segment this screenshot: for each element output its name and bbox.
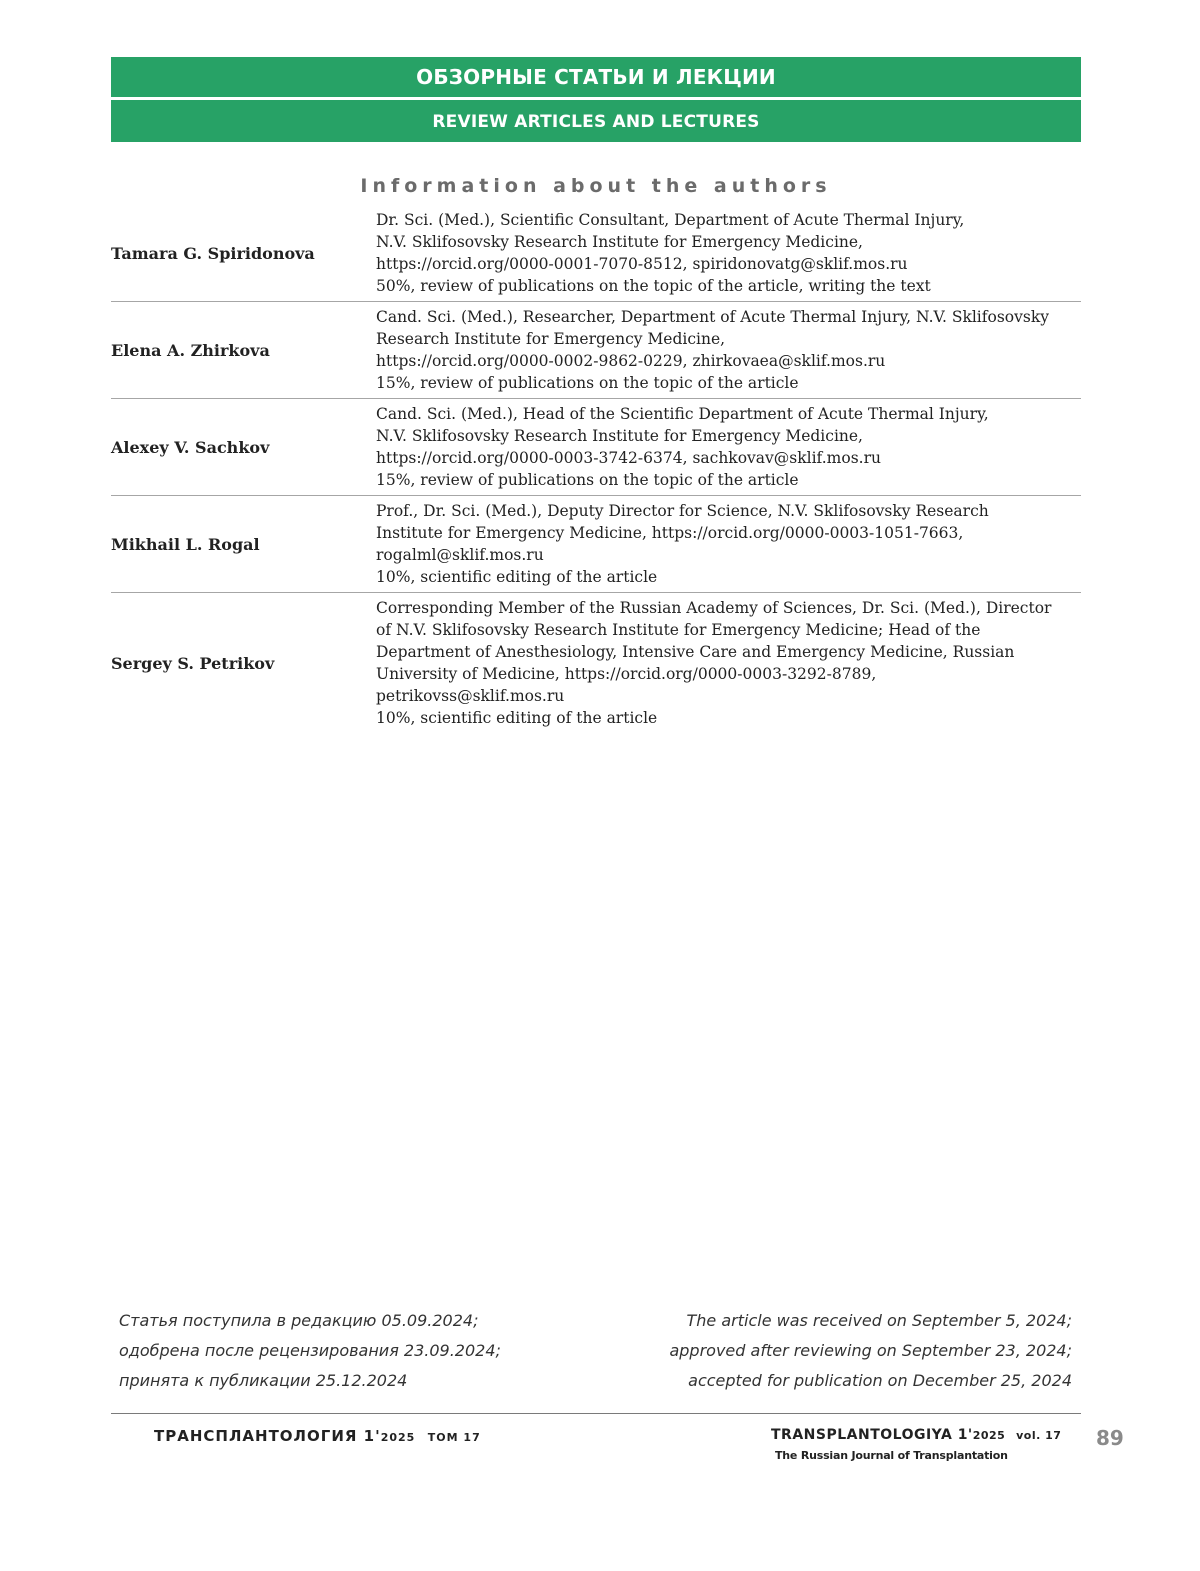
author-info-line: University of Medicine, https://orcid.org/0000-0003-3292-8789, xyxy=(376,665,877,683)
author-row xyxy=(111,592,1081,733)
author-info-line: https://orcid.org/0000-0003-3742-6374, sachkovav@sklif.mos.ru xyxy=(376,449,881,467)
journal-title-en: TRANSPLANTOLOGIYA xyxy=(771,1427,953,1443)
date-line: принята к публикации 25.12.2024 xyxy=(119,1371,408,1390)
journal-volume-ru: ТОМ 17 xyxy=(427,1431,481,1444)
author-info-line: https://orcid.org/0000-0002-9862-0229, zhirkovaea@sklif.mos.ru xyxy=(376,352,886,370)
author-info xyxy=(376,306,1072,394)
author-row xyxy=(111,495,1081,592)
author-info-line: of N.V. Sklifosovsky Research Institute for Emergency Medicine; Head of the xyxy=(376,621,981,639)
article-dates-en xyxy=(669,1306,1072,1396)
footer-journal-en xyxy=(771,1427,1061,1443)
author-name: Elena A. Zhirkova xyxy=(111,340,270,360)
author-info-line: Research Institute for Emergency Medicine, xyxy=(376,330,726,348)
author-info xyxy=(376,500,1072,588)
author-info-line: https://orcid.org/0000-0001-7070-8512, spiridonovatg@sklif.mos.ru xyxy=(376,255,908,273)
date-line: approved after reviewing on September 23, 2024; xyxy=(669,1341,1072,1360)
journal-year-ru: 2025 xyxy=(380,1431,416,1444)
journal-volume-en: vol. 17 xyxy=(1016,1429,1062,1442)
journal-title-ru: ТРАНСПЛАНТОЛОГИЯ xyxy=(154,1427,358,1445)
author-info-line: Corresponding Member of the Russian Academy of Sciences, Dr. Sci. (Med.), Director xyxy=(376,599,1052,617)
author-info-line: 15%, review of publications on the topic of the article xyxy=(376,374,799,392)
authors-info-title: Information about the authors xyxy=(360,175,832,197)
author-name: Mikhail L. Rogal xyxy=(111,534,260,554)
journal-issue-ru: 1' xyxy=(363,1427,381,1445)
author-name: Tamara G. Spiridonova xyxy=(111,243,315,263)
journal-issue-en: 1' xyxy=(957,1427,973,1443)
author-info-line: 50%, review of publications on the topic of the article, writing the text xyxy=(376,277,931,295)
author-info-line: Cand. Sci. (Med.), Researcher, Department of Acute Thermal Injury, N.V. Sklifosovsky xyxy=(376,308,1049,326)
author-info xyxy=(376,209,1072,297)
author-info-line: Department of Anesthesiology, Intensive Care and Emergency Medicine, Russian xyxy=(376,643,1015,661)
author-name: Alexey V. Sachkov xyxy=(111,437,270,457)
author-info xyxy=(376,597,1072,729)
author-info-line: Prof., Dr. Sci. (Med.), Deputy Director for Science, N.V. Sklifosovsky Research xyxy=(376,502,989,520)
journal-subtitle-en: The Russian Journal of Transplantation xyxy=(775,1449,1008,1462)
footer-divider xyxy=(111,1413,1081,1414)
author-info-line: 10%, scientific editing of the article xyxy=(376,568,658,586)
date-line: The article was received on September 5, 2024; xyxy=(686,1311,1072,1330)
section-banner-ru: ОБЗОРНЫЕ СТАТЬИ И ЛЕКЦИИ xyxy=(111,57,1081,97)
author-row xyxy=(111,205,1081,301)
author-info-line: petrikovss@sklif.mos.ru xyxy=(376,687,565,705)
authors-table xyxy=(111,205,1081,733)
date-line: Статья поступила в редакцию 05.09.2024; xyxy=(119,1311,479,1330)
author-row xyxy=(111,301,1081,398)
author-info-line: 15%, review of publications on the topic of the article xyxy=(376,471,799,489)
date-line: одобрена после рецензирования 23.09.2024; xyxy=(119,1341,501,1360)
article-dates-ru xyxy=(119,1306,501,1396)
author-info-line: N.V. Sklifosovsky Research Institute for Emergency Medicine, xyxy=(376,233,863,251)
author-row xyxy=(111,398,1081,495)
footer-journal-ru xyxy=(154,1427,481,1445)
section-banner-en: REVIEW ARTICLES AND LECTURES xyxy=(111,100,1081,142)
author-info-line: Cand. Sci. (Med.), Head of the Scientific Department of Acute Thermal Injury, xyxy=(376,405,989,423)
author-name: Sergey S. Petrikov xyxy=(111,653,275,673)
author-info-line: Dr. Sci. (Med.), Scientific Consultant, Department of Acute Thermal Injury, xyxy=(376,211,965,229)
page-number: 89 xyxy=(1096,1426,1124,1450)
author-info-line: 10%, scientific editing of the article xyxy=(376,709,658,727)
journal-year-en: 2025 xyxy=(972,1429,1006,1442)
author-info-line: Institute for Emergency Medicine, https://orcid.org/0000-0003-1051-7663, xyxy=(376,524,964,542)
author-info-line: N.V. Sklifosovsky Research Institute for Emergency Medicine, xyxy=(376,427,863,445)
date-line: accepted for publication on December 25, 2024 xyxy=(688,1371,1072,1390)
author-info-line: rogalml@sklif.mos.ru xyxy=(376,546,544,564)
author-info xyxy=(376,403,1072,491)
